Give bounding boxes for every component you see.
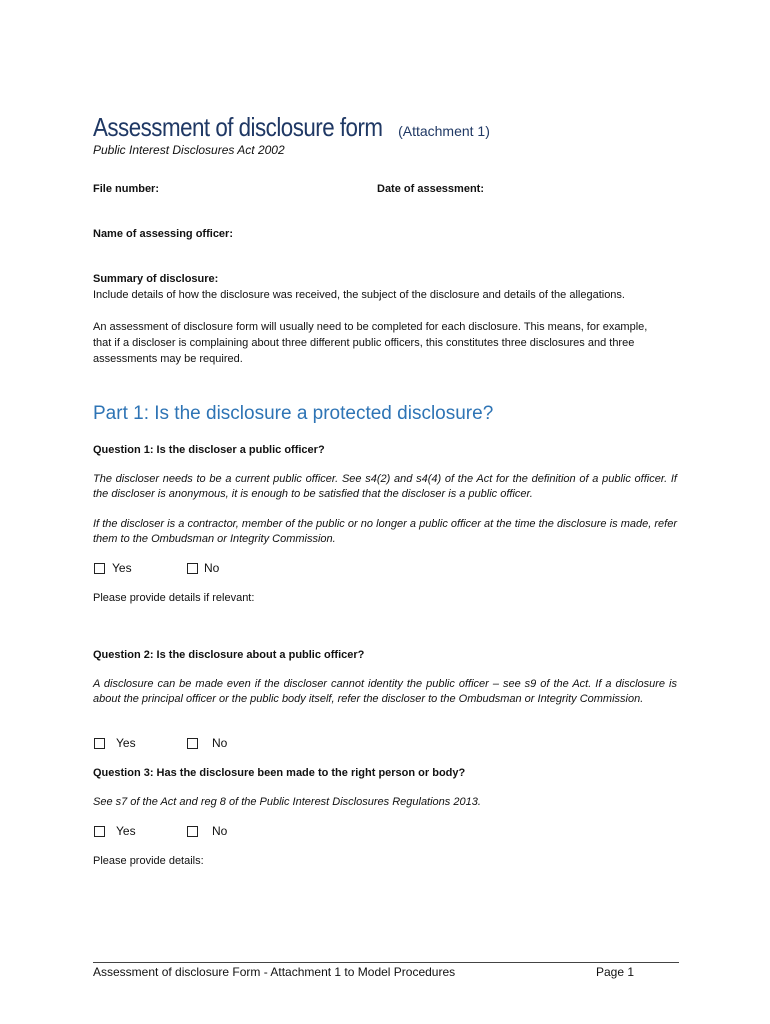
q1-no-checkbox[interactable] [187,563,198,574]
file-number-label: File number: [93,183,160,195]
q2-yes-label: Yes [116,736,136,750]
q3-label: Question 3: Has the disclosure been made to the right person or body? [93,767,466,779]
footer-text: Assessment of disclosure Form - Attachment 1 to Model Procedures [93,965,456,979]
summary-help: Include details of how the disclosure was received, the subject of the disclosure and details of the allegations. [93,289,625,301]
date-of-assessment-label: Date of assessment: [377,183,484,195]
q2-note: A disclosure can be made even if the discloser cannot identity the public officer – see s9 of the Act. If a disclosure is about the principal officer or the public body itself, refer the discloser to the Ombudsman or Integrity Commission. [93,678,677,705]
q2-yes-checkbox[interactable] [94,738,105,749]
q3-no-label: No [212,824,228,838]
part1-heading: Part 1: Is the disclosure a protected disclosure? [93,403,494,424]
q2-label: Question 2: Is the disclosure about a public officer? [93,649,365,661]
page-number: Page 1 [596,965,635,979]
act-name: Public Interest Disclosures Act 2002 [93,143,285,157]
q1-note2: If the discloser is a contractor, member of the public or no longer a public officer at the time the disclosure is made, refer them to the Ombudsman or Integrity Commission. [93,518,677,545]
assessing-officer-label: Name of assessing officer: [93,228,233,240]
q3-yes-label: Yes [116,824,136,838]
q1-no-label: No [204,561,220,575]
q1-yes-label: Yes [112,561,132,575]
q3-note: See s7 of the Act and reg 8 of the Public Interest Disclosures Regulations 2013. [93,796,481,808]
q3-no-checkbox[interactable] [187,826,198,837]
q3-details-label: Please provide details: [93,855,204,867]
footer-divider [93,962,679,963]
q1-yes-checkbox[interactable] [94,563,105,574]
q2-no-checkbox[interactable] [187,738,198,749]
q1-note1: The discloser needs to be a current public officer. See s4(2) and s4(4) of the Act for the definition of a public officer. If the discloser is anonymous, it is enough to be satisfied that the discloser is a public officer. [93,473,677,500]
q2-no-label: No [212,736,228,750]
form-title-main: Assessment of disclosure form [93,112,383,142]
form-title-suffix: (Attachment 1) [398,123,490,139]
q1-label: Question 1: Is the discloser a public officer? [93,444,325,456]
q3-yes-checkbox[interactable] [94,826,105,837]
summary-label: Summary of disclosure: [93,273,219,285]
intro-paragraph: An assessment of disclosure form will usually need to be completed for each disclosure. This means, for example, that if a discloser is complaining about three different public officers, this constitutes three disclosures and three assessments may be required. [93,321,648,365]
q1-details-label: Please provide details if relevant: [93,592,255,604]
form-title [93,112,490,143]
